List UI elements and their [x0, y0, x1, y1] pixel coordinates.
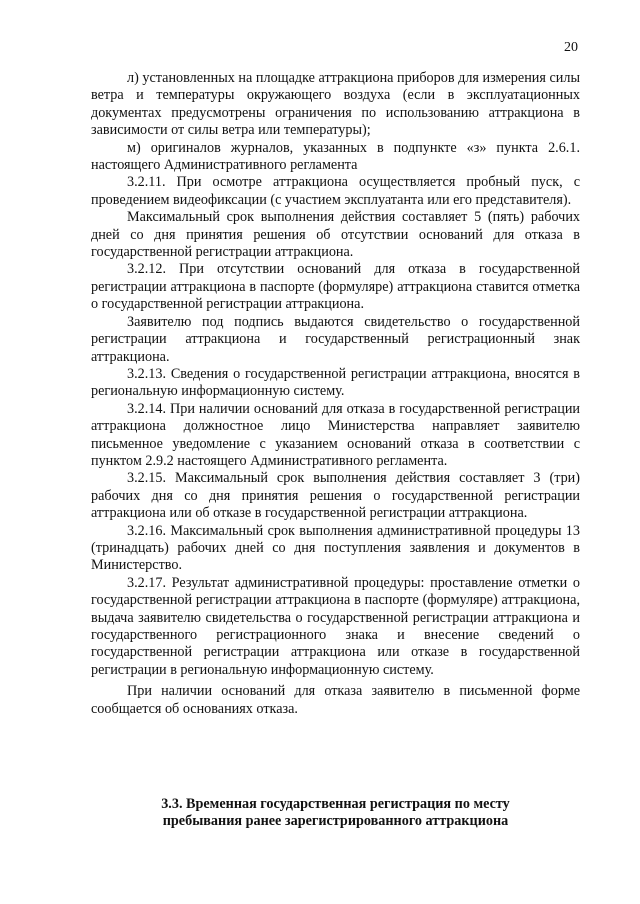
paragraph-3-2-11: 3.2.11. При осмотре аттракциона осуществляется пробный пуск, с проведением видеофиксации (с участием эксплуатанта или его представителя).	[91, 174, 580, 208]
page-number: 20	[564, 40, 578, 55]
paragraph-max-term-5-days: Максимальный срок выполнения действия составляет 5 (пять) рабочих дней со дня принятия решения об отсутствии оснований для отказа в государственной регистрации аттракциона.	[91, 209, 580, 261]
paragraph-3-2-16: 3.2.16. Максимальный срок выполнения административной процедуры 13 (тринадцать) рабочих дней со дня поступления заявления и документов в Министерство.	[91, 522, 580, 574]
paragraph-item-m: м) оригиналов журналов, указанных в подпункте «з» пункта 2.6.1. настоящего Административного регламента	[91, 139, 580, 174]
paragraph-3-2-15: 3.2.15. Максимальный срок выполнения действия составляет 3 (три) рабочих дня со дня принятия решения о государственной регистрации аттракциона или об отказе в государственной регистрации аттракциона.	[91, 470, 580, 522]
paragraph-3-2-17: 3.2.17. Результат административной процедуры: проставление отметки о государственной регистрации аттракциона в паспорте (формуляре) аттракциона, выдача заявителю свидетельства о государственной регистрации аттракциона и государственного регистрационного знака и внесение сведений о государственной регистрации аттракциона или отказе в государственной регистрации в региональную информационную систему.	[91, 574, 580, 678]
document-body	[91, 70, 580, 718]
paragraph-3-2-13: 3.2.13. Сведения о государственной регистрации аттракциона, вносятся в региональную информационную систему.	[91, 365, 580, 400]
paragraph-3-2-12: 3.2.12. При отсутствии оснований для отказа в государственной регистрации аттракциона в паспорте (формуляре) аттракциона ставится отметка о государственной регистрации аттракциона.	[91, 261, 580, 313]
section-heading	[91, 796, 580, 831]
paragraph-certificate-issued: Заявителю под подпись выдаются свидетельство о государственной регистрации аттракциона и государственный регистрационный знак аттракциона.	[91, 313, 580, 365]
paragraph-refusal-notice: При наличии оснований для отказа заявителю в письменной форме сообщается об основаниях отказа.	[91, 683, 580, 717]
paragraph-item-l: л) установленных на площадке аттракциона приборов для измерения силы ветра и температуры окружающего воздуха (если в эксплуатационных документах предусмотрены ограничения по использованию аттракциона в зависимости от силы ветра или температуры);	[91, 70, 580, 139]
section-heading-line-2: пребывания ранее зарегистрированного аттракциона	[162, 813, 509, 830]
paragraph-3-2-14: 3.2.14. При наличии оснований для отказа в государственной регистрации аттракциона должностное лицо Министерства направляет заявителю письменное уведомление с указанием оснований отказа в соответствии с пунктом 2.9.2 настоящего Административного регламента.	[91, 400, 580, 469]
section-heading-line-1: 3.3. Временная государственная регистрация по месту	[161, 796, 510, 812]
